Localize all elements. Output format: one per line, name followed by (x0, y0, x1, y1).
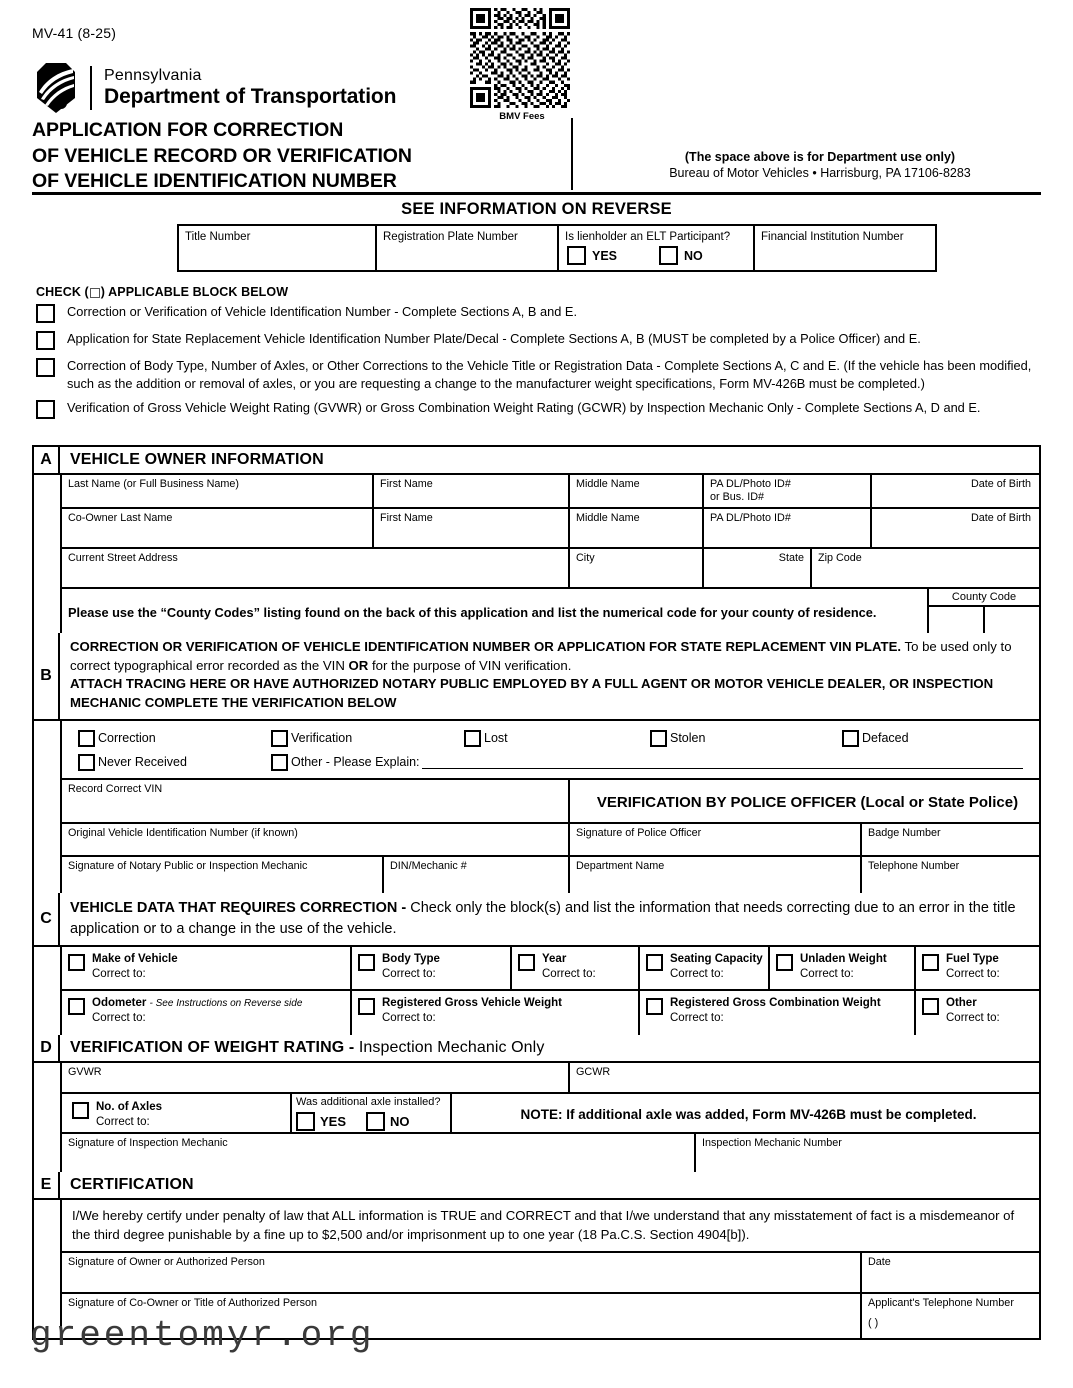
telephone-number-field[interactable] (862, 857, 1039, 893)
keystone-logo-icon (32, 62, 80, 114)
see-information-heading: SEE INFORMATION ON REVERSE (401, 200, 672, 218)
registered-gcw-checkbox[interactable] (646, 998, 663, 1015)
section-b-heading-normal2: for the purpose of VIN verification. (368, 657, 572, 673)
elt-no-checkbox[interactable] (659, 246, 678, 265)
body-type-checkbox[interactable] (358, 954, 375, 971)
stolen-label: Stolen (670, 731, 706, 746)
gvwr-field[interactable] (62, 1063, 570, 1092)
mechanic-number-field[interactable] (696, 1134, 1039, 1172)
make-of-vehicle-option[interactable] (62, 947, 350, 986)
fuel-correct-to: Correct to: (946, 968, 1000, 981)
last-name-label: Last Name (or Full Business Name) (68, 478, 240, 490)
section-b-header (34, 633, 1039, 721)
owner-row-3 (62, 549, 1039, 589)
notary-signature-label: Signature of Notary Public or Inspection Mechanic (68, 859, 308, 872)
police-verification-title: VERIFICATION BY POLICE OFFICER (Local or State Police) (596, 793, 1019, 811)
owner-signature-field[interactable] (62, 1253, 862, 1292)
make-of-vehicle-label: Make of Vehicle (92, 953, 178, 966)
mechanic-number-label: Inspection Mechanic Number (702, 1137, 842, 1150)
agency-name: Department of Transportation (104, 84, 397, 108)
coowner-dl-photo-id-label: PA DL/Photo ID# (710, 512, 791, 524)
top-field-boxes (177, 224, 937, 272)
lost-checkbox[interactable] (464, 730, 481, 747)
date-of-birth-label: Date of Birth (970, 478, 1031, 490)
body-type-cell[interactable] (352, 947, 512, 989)
registered-gvw-correct-to: Correct to: (382, 1012, 436, 1025)
department-use-note (585, 150, 1055, 180)
unladen-weight-checkbox[interactable] (776, 954, 793, 971)
vin-reason-row-1 (78, 730, 1039, 747)
title-number-label: Title Number (185, 231, 251, 243)
list-item[interactable] (36, 357, 1041, 392)
correction-option[interactable] (78, 730, 271, 747)
section-d-title (60, 1035, 1039, 1061)
verification-label: Verification (291, 731, 353, 746)
coowner-date-of-birth-label: Date of Birth (970, 512, 1031, 524)
registered-gvw-option[interactable] (352, 991, 638, 1030)
no-of-axles-option[interactable] (62, 1094, 290, 1134)
notary-row (62, 857, 1039, 893)
stolen-option[interactable] (650, 730, 842, 747)
defaced-checkbox[interactable] (842, 730, 859, 747)
make-of-vehicle-cell[interactable] (62, 947, 352, 989)
owner-signature-row (62, 1253, 1039, 1294)
additional-axle-cell (292, 1094, 452, 1132)
section-d-title-normal: Inspection Mechanic Only (358, 1039, 545, 1057)
odometer-label (92, 996, 302, 1011)
section-c-title-bold: VEHICLE DATA THAT REQUIRES CORRECTION - (70, 899, 411, 916)
axle-yes-checkbox[interactable] (296, 1112, 315, 1131)
police-verification-title-cell (570, 780, 1039, 822)
form-sections-table (32, 445, 1041, 1340)
check-heading-box-icon (90, 288, 100, 298)
record-vin-row (62, 780, 1039, 824)
axle-question-label: Was additional axle installed? (296, 1096, 441, 1109)
county-code-cell (929, 589, 1039, 633)
logo-divider (90, 66, 92, 110)
option-1-checkbox[interactable] (36, 304, 55, 323)
city-label: City (576, 552, 595, 564)
date-label: Date (868, 1256, 891, 1269)
other-explain-input[interactable] (422, 755, 1023, 769)
section-a-title: VEHICLE OWNER INFORMATION (70, 451, 324, 468)
odometer-note: - See Instructions on Reverse side (149, 998, 303, 1010)
gvwr-label: GVWR (68, 1066, 102, 1079)
other-correction-option[interactable] (916, 991, 1039, 1030)
other-explain-checkbox[interactable] (271, 754, 288, 771)
option-1-label: Correction or Verification of Vehicle Identification Number - Complete Sections A, B and E. (67, 304, 578, 319)
notary-signature-field[interactable] (62, 857, 384, 893)
section-d-body (60, 1063, 1039, 1172)
section-b-heading-normal1: To be used only to correct typographical error recorded as the VIN (70, 639, 1012, 673)
option-4-checkbox[interactable] (36, 400, 55, 419)
middle-name-label: Middle Name (576, 478, 640, 490)
title-line-3: OF VEHICLE IDENTIFICATION NUMBER (32, 170, 397, 193)
option-2-label: Application for State Replacement Vehicle Identification Number Plate/Decal - Complete Sections A, B (MUST be completed by a Police Officer) and E. (67, 331, 921, 346)
original-vin-field[interactable] (62, 824, 570, 855)
first-name-label: First Name (380, 478, 433, 490)
state-label: State (778, 552, 804, 564)
coowner-dl-photo-id-field[interactable] (704, 509, 872, 547)
no-of-axles-label: No. of Axles (96, 1101, 163, 1114)
stolen-checkbox[interactable] (650, 730, 667, 747)
section-a-header (34, 447, 1039, 475)
street-address-field[interactable] (62, 549, 570, 587)
seating-capacity-cell[interactable] (640, 947, 770, 989)
zip-code-field[interactable] (812, 549, 1039, 587)
elt-participant-field (559, 226, 755, 270)
original-vin-row (62, 824, 1039, 857)
registration-plate-label: Registration Plate Number (383, 231, 518, 243)
gcwr-field[interactable] (570, 1063, 1039, 1092)
qr-code-block (470, 8, 574, 122)
odometer-option[interactable] (62, 991, 350, 1030)
axles-row (62, 1094, 1039, 1134)
section-a-letter: A (34, 447, 60, 473)
verification-checkbox[interactable] (271, 730, 288, 747)
coowner-signature-label: Signature of Co-Owner or Title of Authorized Person (68, 1297, 318, 1310)
police-signature-field[interactable] (570, 824, 862, 855)
state-field[interactable] (704, 549, 812, 587)
first-name-field[interactable] (374, 475, 570, 507)
original-vin-label: Original Vehicle Identification Number (if known) (68, 826, 298, 839)
telephone-number-label: Telephone Number (868, 859, 960, 872)
din-mechanic-field[interactable] (384, 857, 570, 893)
list-item[interactable] (36, 330, 1041, 350)
section-e-title: CERTIFICATION (70, 1176, 194, 1194)
body-type-correct-to: Correct to: (382, 968, 436, 981)
section-e-letter: E (34, 1172, 60, 1198)
title-line-2: OF VEHICLE RECORD OR VERIFICATION (32, 144, 412, 167)
financial-institution-label: Financial Institution Number (761, 231, 904, 243)
option-3-checkbox[interactable] (36, 358, 55, 377)
zip-code-label: Zip Code (818, 552, 862, 564)
last-name-field[interactable] (62, 475, 374, 507)
section-d-letter: D (34, 1035, 60, 1061)
agency-state: Pennsylvania (104, 67, 202, 85)
record-correct-vin-field[interactable] (62, 780, 570, 822)
section-b-body (60, 721, 1039, 893)
dept-use-line: (The space above is for Department use only) (684, 150, 956, 164)
section-c-title-normal: Check only the block(s) and list the information that needs correcting due to an error in the title application or to a change in the use of the vehicle. (70, 899, 1016, 937)
county-instruction-cell (62, 589, 929, 633)
axle-no-label: NO (390, 1113, 410, 1129)
option-2-checkbox[interactable] (36, 331, 55, 350)
elt-yes-checkbox[interactable] (567, 246, 586, 265)
police-signature-label: Signature of Police Officer (576, 826, 702, 839)
page-title (32, 118, 412, 195)
elt-yes-label: YES (592, 248, 618, 263)
odometer-checkbox[interactable] (68, 998, 85, 1015)
header-divider (32, 192, 1041, 195)
vin-reason-row-2 (78, 754, 1039, 771)
dl-photo-id-label: PA DL/Photo ID# (710, 478, 791, 490)
certification-text: I/We hereby certify under penalty of law that ALL information is TRUE and CORRECT and that I/we understand that any misstatement of fact is a misdemeanor of the third degree punishable by a fine up to $2,500 and/or imprisonment up to one year (18 Pa.C.S. Section 4904[b]). (72, 1208, 1015, 1243)
other-explain-label: Other - Please Explain: (291, 755, 420, 770)
applicable-block-options (36, 303, 1041, 426)
never-received-label: Never Received (98, 755, 187, 770)
record-correct-vin-label: Record Correct VIN (68, 782, 163, 795)
county-code-inputs (929, 607, 1039, 633)
year-cell[interactable] (512, 947, 640, 989)
check-block-heading (36, 285, 288, 299)
section-b-letter: B (34, 633, 60, 719)
year-label: Year (542, 953, 567, 966)
registered-gvw-cell[interactable] (352, 991, 640, 1035)
axle-no-checkbox[interactable] (366, 1112, 385, 1131)
option-4-label: Verification of Gross Vehicle Weight Rating (GVWR) or Gross Combination Weight Rating (GCWR) by Inspection Mechanic Only - Complete Sections A, D and E. (67, 400, 981, 416)
department-name-field[interactable] (570, 857, 862, 893)
form-code: MV-41 (8-25) (32, 25, 117, 41)
dl-photo-id-field[interactable] (704, 475, 872, 507)
correction-checkbox[interactable] (78, 730, 95, 747)
section-b-heading-or: OR (348, 657, 369, 673)
section-c-header (34, 893, 1039, 947)
section-d-header (34, 1035, 1039, 1063)
owner-row-1 (62, 475, 1039, 509)
financial-institution-field[interactable] (755, 226, 935, 270)
axle-yes-label: YES (320, 1113, 347, 1129)
registered-gvw-label: Registered Gross Vehicle Weight (382, 997, 563, 1010)
no-of-axles-checkbox[interactable] (72, 1102, 89, 1119)
applicant-phone-field[interactable] (862, 1294, 1039, 1338)
section-e-header (34, 1172, 1039, 1200)
badge-number-label: Badge Number (868, 826, 941, 839)
never-received-checkbox[interactable] (78, 754, 95, 771)
elt-question-label: Is lienholder an ELT Participant? (565, 231, 731, 243)
unladen-weight-option[interactable] (770, 947, 914, 986)
registration-plate-field[interactable] (377, 226, 559, 270)
odometer-label-text: Odometer (92, 997, 147, 1010)
gcwr-label: GCWR (576, 1066, 611, 1079)
qr-code-icon (470, 8, 570, 108)
list-item[interactable] (36, 303, 1041, 323)
coowner-middle-name-label: Middle Name (576, 512, 640, 524)
registered-gvw-checkbox[interactable] (358, 998, 375, 1015)
fuel-type-checkbox[interactable] (922, 954, 939, 971)
correction-options-row-1 (62, 947, 1039, 991)
elt-no-label: NO (684, 248, 703, 263)
mechanic-signature-field[interactable] (62, 1134, 696, 1172)
year-checkbox[interactable] (518, 954, 535, 971)
mechanic-signature-label: Signature of Inspection Mechanic (68, 1137, 228, 1150)
county-instruction-text: Please use the “County Codes” listing found on the back of this application and list the numerical code for your county of residence. (68, 605, 877, 620)
other-correction-checkbox[interactable] (922, 998, 939, 1015)
unladen-weight-cell[interactable] (770, 947, 916, 989)
middle-name-field[interactable] (570, 475, 704, 507)
bus-id-label: or Bus. ID# (710, 491, 765, 504)
defaced-option[interactable] (842, 730, 909, 747)
section-c-instructions (60, 893, 1039, 945)
title-line-1: APPLICATION FOR CORRECTION (32, 119, 344, 141)
street-address-label: Current Street Address (68, 552, 178, 564)
section-a-body (60, 475, 1039, 633)
other-correction-cell[interactable] (916, 991, 1039, 1035)
badge-number-field[interactable] (862, 824, 1039, 855)
other-correction-label: Other (946, 997, 977, 1010)
weight-rating-row (62, 1063, 1039, 1094)
section-d-title-bold: VERIFICATION OF WEIGHT RATING - (70, 1039, 359, 1057)
axle-yes-no-group (296, 1112, 450, 1131)
defaced-label: Defaced (862, 731, 909, 746)
title-number-field[interactable] (179, 226, 377, 270)
make-of-vehicle-checkbox[interactable] (68, 954, 85, 971)
owner-signature-label: Signature of Owner or Authorized Person (68, 1256, 265, 1269)
unladen-correct-to: Correct to: (800, 968, 854, 981)
qr-caption: BMV Fees (499, 111, 545, 122)
seating-capacity-checkbox[interactable] (646, 954, 663, 971)
correction-label: Correction (98, 731, 156, 746)
check-heading-post: ) APPLICABLE BLOCK BELOW (100, 285, 289, 299)
seating-correct-to: Correct to: (670, 968, 724, 981)
coowner-middle-name-field[interactable] (570, 509, 704, 547)
unladen-weight-label: Unladen Weight (800, 953, 887, 966)
year-correct-to: Correct to: (542, 968, 596, 981)
bureau-address: Bureau of Motor Vehicles • Harrisburg, PA 17106-8283 (669, 166, 971, 180)
seating-capacity-label: Seating Capacity (670, 953, 763, 966)
coowner-date-of-birth-field[interactable] (872, 509, 1039, 547)
section-c-letter: C (34, 893, 60, 945)
axle-note-cell (452, 1094, 1039, 1132)
registered-gcw-label: Registered Gross Combination Weight (670, 997, 881, 1010)
section-b-instructions (60, 633, 1039, 719)
date-of-birth-field[interactable] (872, 475, 1039, 507)
odometer-cell[interactable] (62, 991, 352, 1035)
list-item[interactable] (36, 399, 1041, 419)
odometer-correct-to: Correct to: (92, 1012, 146, 1025)
coowner-last-name-label: Co-Owner Last Name (68, 512, 173, 524)
county-code-label: County Code (929, 589, 1039, 607)
lost-label: Lost (484, 731, 508, 746)
option-3-label: Correction of Body Type, Number of Axles, or Other Corrections to the Vehicle Title or Registration Data - Complete Sections A, C and E. (If the vehicle has been modified, such as the addition or removal of axles, or you are requesting a change to the manufacturer weight specifications, Form MV-426B must be completed.) (67, 358, 1032, 391)
axles-correct-to: Correct to: (96, 1116, 150, 1129)
coowner-first-name-label: First Name (380, 512, 433, 524)
section-c-body (60, 947, 1039, 1035)
registered-gcw-cell[interactable] (640, 991, 916, 1035)
registered-gcw-option[interactable] (640, 991, 914, 1030)
seating-capacity-option[interactable] (640, 947, 768, 986)
axle-note-text: NOTE: If additional axle was added, Form MV-426B must be completed. (520, 1107, 977, 1123)
vin-reason-checkboxes (62, 721, 1039, 780)
registered-gcw-correct-to: Correct to: (670, 1012, 724, 1025)
body-type-option[interactable] (352, 947, 510, 986)
correction-options-row-2 (62, 991, 1039, 1035)
date-field[interactable] (862, 1253, 1039, 1292)
make-correct-to: Correct to: (92, 968, 146, 981)
owner-row-2 (62, 509, 1039, 549)
no-of-axles-cell[interactable] (62, 1094, 292, 1132)
section-b-heading-bold2: ATTACH TRACING HERE OR HAVE AUTHORIZED NOTARY PUBLIC EMPLOYED BY A FULL AGENT OR MOTOR VEHICLE DEALER, OR INSPECTION MECHANIC COMPLETE THE VERIFICATION BELOW (70, 676, 994, 711)
verification-option[interactable] (271, 730, 464, 747)
body-type-label: Body Type (382, 953, 440, 966)
coowner-last-name-field[interactable] (62, 509, 374, 547)
check-heading-pre: CHECK ( (36, 285, 89, 299)
city-field[interactable] (570, 549, 704, 587)
year-option[interactable] (512, 947, 638, 986)
fuel-type-option[interactable] (916, 947, 1039, 986)
other-correct-to: Correct to: (946, 1012, 1000, 1025)
lost-option[interactable] (464, 730, 650, 747)
applicant-phone-parens: ( ) (868, 1316, 879, 1329)
penndot-logo (32, 62, 396, 114)
county-code-digit-2[interactable] (985, 607, 1039, 633)
applicant-phone-label: Applicant's Telephone Number (868, 1297, 1014, 1310)
department-name-label: Department Name (576, 859, 665, 872)
coowner-first-name-field[interactable] (374, 509, 570, 547)
other-explain-option[interactable] (271, 754, 1039, 771)
din-mechanic-label: DIN/Mechanic # (390, 859, 467, 872)
county-code-digit-1[interactable] (929, 607, 985, 633)
certification-statement-row (62, 1200, 1039, 1253)
site-watermark: greentomyr.org (30, 1315, 375, 1356)
fuel-type-cell[interactable] (916, 947, 1039, 989)
fuel-type-label: Fuel Type (946, 953, 999, 966)
county-code-row (62, 589, 1039, 633)
section-b-heading-bold1: CORRECTION OR VERIFICATION OF VEHICLE IDENTIFICATION NUMBER OR APPLICATION FOR STATE REPLACEMENT VIN PLATE. (70, 639, 902, 654)
never-received-option[interactable] (78, 754, 271, 771)
mechanic-signature-row (62, 1134, 1039, 1172)
header-vertical-rule (571, 118, 573, 190)
